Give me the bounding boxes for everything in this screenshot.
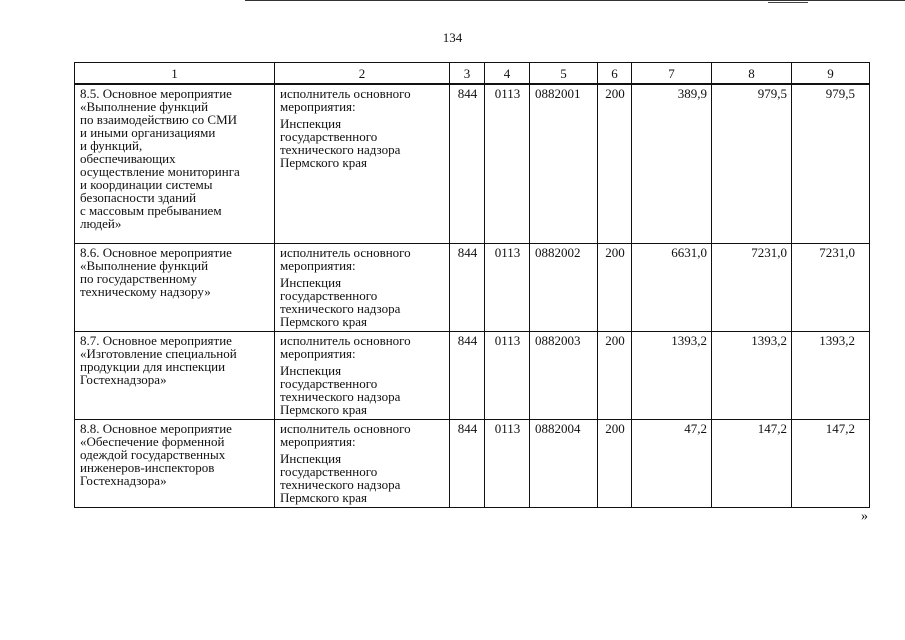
column-number: 9 [792, 63, 870, 85]
section-code-cell: 0113 [485, 331, 530, 419]
activity-title-cell [75, 84, 275, 243]
amount-col9-cell: 147,2 [792, 419, 870, 507]
column-number: 2 [275, 63, 450, 85]
table-row [75, 243, 870, 331]
text-line: 8.7. Основное мероприятие [80, 332, 232, 348]
table-body [75, 84, 870, 507]
ministry-code-cell: 844 [450, 84, 485, 243]
amount-col8-cell: 7231,0 [712, 243, 792, 331]
text-line: исполнитель основного [280, 86, 411, 101]
text-line: «Выполнение функций [80, 257, 209, 273]
column-number: 6 [598, 63, 632, 85]
ministry-code-cell: 844 [450, 331, 485, 419]
text-line: мероприятия: [280, 257, 356, 273]
page-number: 134 [442, 30, 463, 45]
text-line: Инспекция [280, 274, 342, 290]
text-line: обеспечивающих [80, 151, 176, 166]
text-line: техническому надзору» [80, 283, 211, 299]
amount-col8-cell: 1393,2 [712, 331, 792, 419]
text-line: мероприятия: [280, 345, 356, 361]
text-line: и функций, [80, 138, 143, 153]
amount-col7-cell: 6631,0 [632, 243, 712, 331]
target-article-cell: 0882004 [530, 419, 598, 507]
column-number: 1 [75, 63, 275, 85]
section-code-cell: 0113 [485, 243, 530, 331]
activity-title-cell [75, 331, 275, 419]
ministry-code-cell: 844 [450, 419, 485, 507]
text-line: государственного [280, 375, 378, 391]
amount-col9-cell: 7231,0 [792, 243, 870, 331]
text-line: одеждой государственных [80, 446, 226, 462]
text-line: по государственному [80, 270, 197, 286]
amount-col9-cell: 979,5 [792, 84, 870, 243]
text-line: мероприятия: [280, 99, 356, 114]
text-line: Гостехнадзора» [80, 472, 167, 488]
text-line: 8.5. Основное мероприятие [80, 86, 232, 101]
amount-col7-cell: 1393,2 [632, 331, 712, 419]
table-row [75, 419, 870, 507]
text-line: государственного [280, 463, 378, 479]
text-line: исполнитель основного [280, 420, 411, 436]
budget-table [74, 62, 870, 508]
text-line: «Изготовление специальной [80, 345, 237, 361]
section-code-cell: 0113 [485, 84, 530, 243]
text-line: мероприятия: [280, 433, 356, 449]
amount-col7-cell: 47,2 [632, 419, 712, 507]
amount-col8-cell: 147,2 [712, 419, 792, 507]
text-line: технического надзора [280, 476, 401, 492]
text-line: Пермского края [280, 489, 367, 505]
text-line: технического надзора [280, 388, 401, 404]
target-article-cell: 0882003 [530, 331, 598, 419]
section-code-cell: 0113 [485, 419, 530, 507]
text-line: инженеров-инспекторов [80, 459, 215, 475]
text-line: Инспекция [280, 116, 342, 131]
text-line: технического надзора [280, 300, 401, 316]
column-number: 5 [530, 63, 598, 85]
text-line: и координации системы [80, 177, 213, 192]
column-number: 7 [632, 63, 712, 85]
target-article-cell: 0882001 [530, 84, 598, 243]
text-line: 8.6. Основное мероприятие [80, 244, 232, 260]
expense-type-cell: 200 [598, 331, 632, 419]
expense-type-cell: 200 [598, 243, 632, 331]
continuation-mark: » [861, 509, 868, 524]
table-row [75, 84, 870, 243]
table-row [75, 331, 870, 419]
column-number: 8 [712, 63, 792, 85]
amount-col9-cell: 1393,2 [792, 331, 870, 419]
expense-type-cell: 200 [598, 84, 632, 243]
activity-title-cell [75, 419, 275, 507]
text-line: Пермского края [280, 313, 367, 329]
executor-cell [275, 84, 450, 243]
text-line: Инспекция [280, 450, 342, 466]
executor-cell [275, 419, 450, 507]
text-line: осуществление мониторинга [80, 164, 240, 179]
text-line: государственного [280, 129, 378, 144]
target-article-cell: 0882002 [530, 243, 598, 331]
text-line: с массовым пребыванием [80, 203, 222, 218]
column-number: 4 [485, 63, 530, 85]
executor-cell [275, 331, 450, 419]
text-line: продукции для инспекции [80, 358, 226, 374]
text-line: Пермского края [280, 401, 367, 417]
text-line: безопасности зданий [80, 190, 197, 205]
ministry-code-cell: 844 [450, 243, 485, 331]
text-line: «Выполнение функций [80, 99, 209, 114]
text-line: по взаимодействию со СМИ [80, 112, 238, 127]
amount-col8-cell: 979,5 [712, 84, 792, 243]
text-line: «Обеспечение форменной [80, 433, 225, 449]
text-line: исполнитель основного [280, 244, 411, 260]
text-line: людей» [80, 216, 122, 231]
column-number-row [75, 63, 870, 85]
text-line: Гостехнадзора» [80, 371, 167, 387]
expense-type-cell: 200 [598, 419, 632, 507]
amount-col7-cell: 389,9 [632, 84, 712, 243]
executor-cell [275, 243, 450, 331]
text-line: и иными организациями [80, 125, 216, 140]
scan-top-border-fragment [768, 2, 808, 3]
text-line: исполнитель основного [280, 332, 411, 348]
text-line: государственного [280, 287, 378, 303]
text-line: Инспекция [280, 362, 342, 378]
text-line: технического надзора [280, 142, 401, 157]
text-line: Пермского края [280, 155, 367, 170]
text-line: 8.8. Основное мероприятие [80, 420, 232, 436]
scan-top-border [245, 0, 905, 1]
activity-title-cell [75, 243, 275, 331]
column-number: 3 [450, 63, 485, 85]
